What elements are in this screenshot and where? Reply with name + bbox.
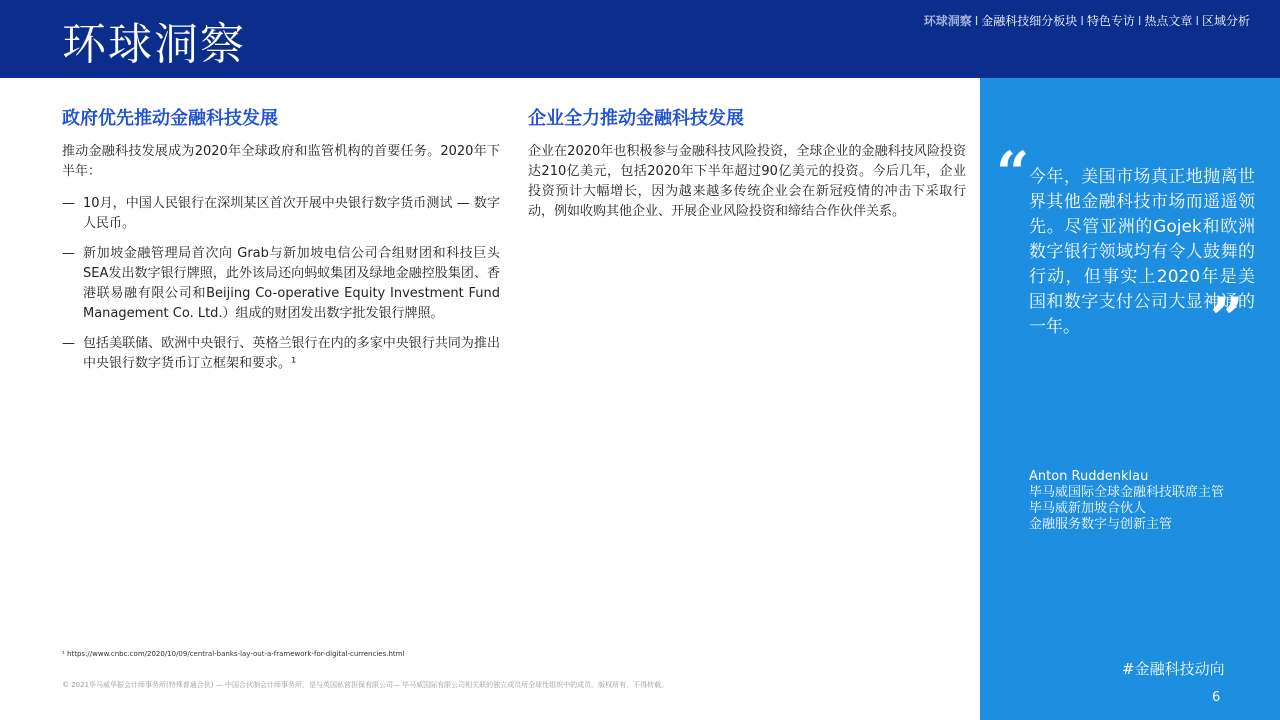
dash-marker: — bbox=[62, 196, 75, 211]
bullet-text: 包括美联储、欧洲中央银行、英格兰银行在内的多家中央银行共同为推出中央银行数字货币订立框架和要求。¹ bbox=[83, 336, 500, 371]
government-section bbox=[62, 104, 500, 384]
enterprise-section bbox=[528, 104, 966, 222]
quote-panel bbox=[980, 78, 1280, 720]
page-title: 环球洞察 bbox=[62, 19, 246, 70]
copyright-notice: © 2021毕马威华振会计师事务所(特殊普通合伙) — 中国合伙制会计师事务所，是与英国私营担保有限公司— 毕马威国际有限公司相关联的独立成员所全球性组织中的成员。版权所有，不得转载。 bbox=[62, 681, 669, 689]
author-role: 毕马威国际全球金融科技联席主管 bbox=[1029, 485, 1225, 500]
bullet-item bbox=[62, 194, 500, 234]
nav-separator: I bbox=[1195, 14, 1199, 28]
enterprise-body: 企业在2020年也积极参与金融科技风险投资，全球企业的金融科技风险投资达210亿美元，包括2020年下半年超过90亿美元的投资。今后几年，企业投资预计大幅增长，因为越来越多传统企业会在新冠疫情的冲击下采取行动，例如收购其他企业、开展企业风险投资和缔结合作伙伴关系。 bbox=[528, 144, 966, 219]
header-bar bbox=[0, 0, 1280, 78]
nav-item-fintech-segments[interactable]: 金融科技细分板块 bbox=[981, 14, 1078, 28]
dash-marker: — bbox=[62, 336, 75, 351]
dash-marker: — bbox=[62, 246, 75, 261]
government-intro: 推动金融科技发展成为2020年全球政府和监管机构的首要任务。2020年下半年： bbox=[62, 144, 500, 179]
top-nav bbox=[924, 12, 1250, 29]
author-role: 金融服务数字与创新主管 bbox=[1029, 517, 1173, 532]
hashtag[interactable]: #金融科技动向 bbox=[1122, 660, 1225, 678]
quote-text: 今年，美国市场真正地抛离世界其他金融科技市场而遥遥领先。尽管亚洲的Gojek和欧洲数字银行领域均有令人鼓舞的行动，但事实上2020年是美国和数字支付公司大显神通的一年。 bbox=[1029, 167, 1255, 337]
page-number: 6 bbox=[1212, 690, 1221, 705]
author-block bbox=[1029, 469, 1269, 533]
nav-separator: I bbox=[1137, 14, 1142, 28]
government-section-title: 政府优先推动金融科技发展 bbox=[62, 108, 278, 129]
nav-item-interviews[interactable]: 特色专访 bbox=[1086, 14, 1135, 28]
enterprise-section-title: 企业全力推动金融科技发展 bbox=[528, 108, 744, 129]
nav-item-regional-analysis[interactable]: 区域分析 bbox=[1201, 14, 1250, 28]
nav-separator: I bbox=[1080, 14, 1084, 28]
footnote: ¹ https://www.cnbc.com/2020/10/09/central-banks-lay-out-a-framework-for-digital-currencies.html bbox=[62, 650, 405, 658]
bullet-text: 10月，中国人民银行在深圳某区首次开展中央银行数字货币测试 — 数字人民币。 bbox=[83, 196, 500, 231]
nav-separator: I bbox=[974, 14, 979, 28]
bullet-text: 新加坡金融管理局首次向 Grab与新加坡电信公司合组财团和科技巨头SEA发出数字银行牌照，此外该局还向蚂蚁集团及绿地金融控股集团、香港联易融有限公司和Beijing Co-operative Equity Investment Fund Management Co. Ltd.）组成的财团发出数字批发银行牌照。 bbox=[83, 246, 500, 321]
author-name: Anton Ruddenklau bbox=[1029, 469, 1149, 484]
government-bullet-list bbox=[62, 194, 500, 374]
bullet-item bbox=[62, 244, 500, 324]
nav-item-global-insight[interactable]: 环球洞察 bbox=[923, 14, 972, 28]
bullet-item bbox=[62, 334, 500, 374]
author-role: 毕马威新加坡合伙人 bbox=[1029, 501, 1147, 516]
close-quote-icon: ” bbox=[1210, 285, 1244, 353]
nav-item-hot-articles[interactable]: 热点文章 bbox=[1144, 14, 1193, 28]
open-quote-icon: “ bbox=[996, 139, 1030, 207]
